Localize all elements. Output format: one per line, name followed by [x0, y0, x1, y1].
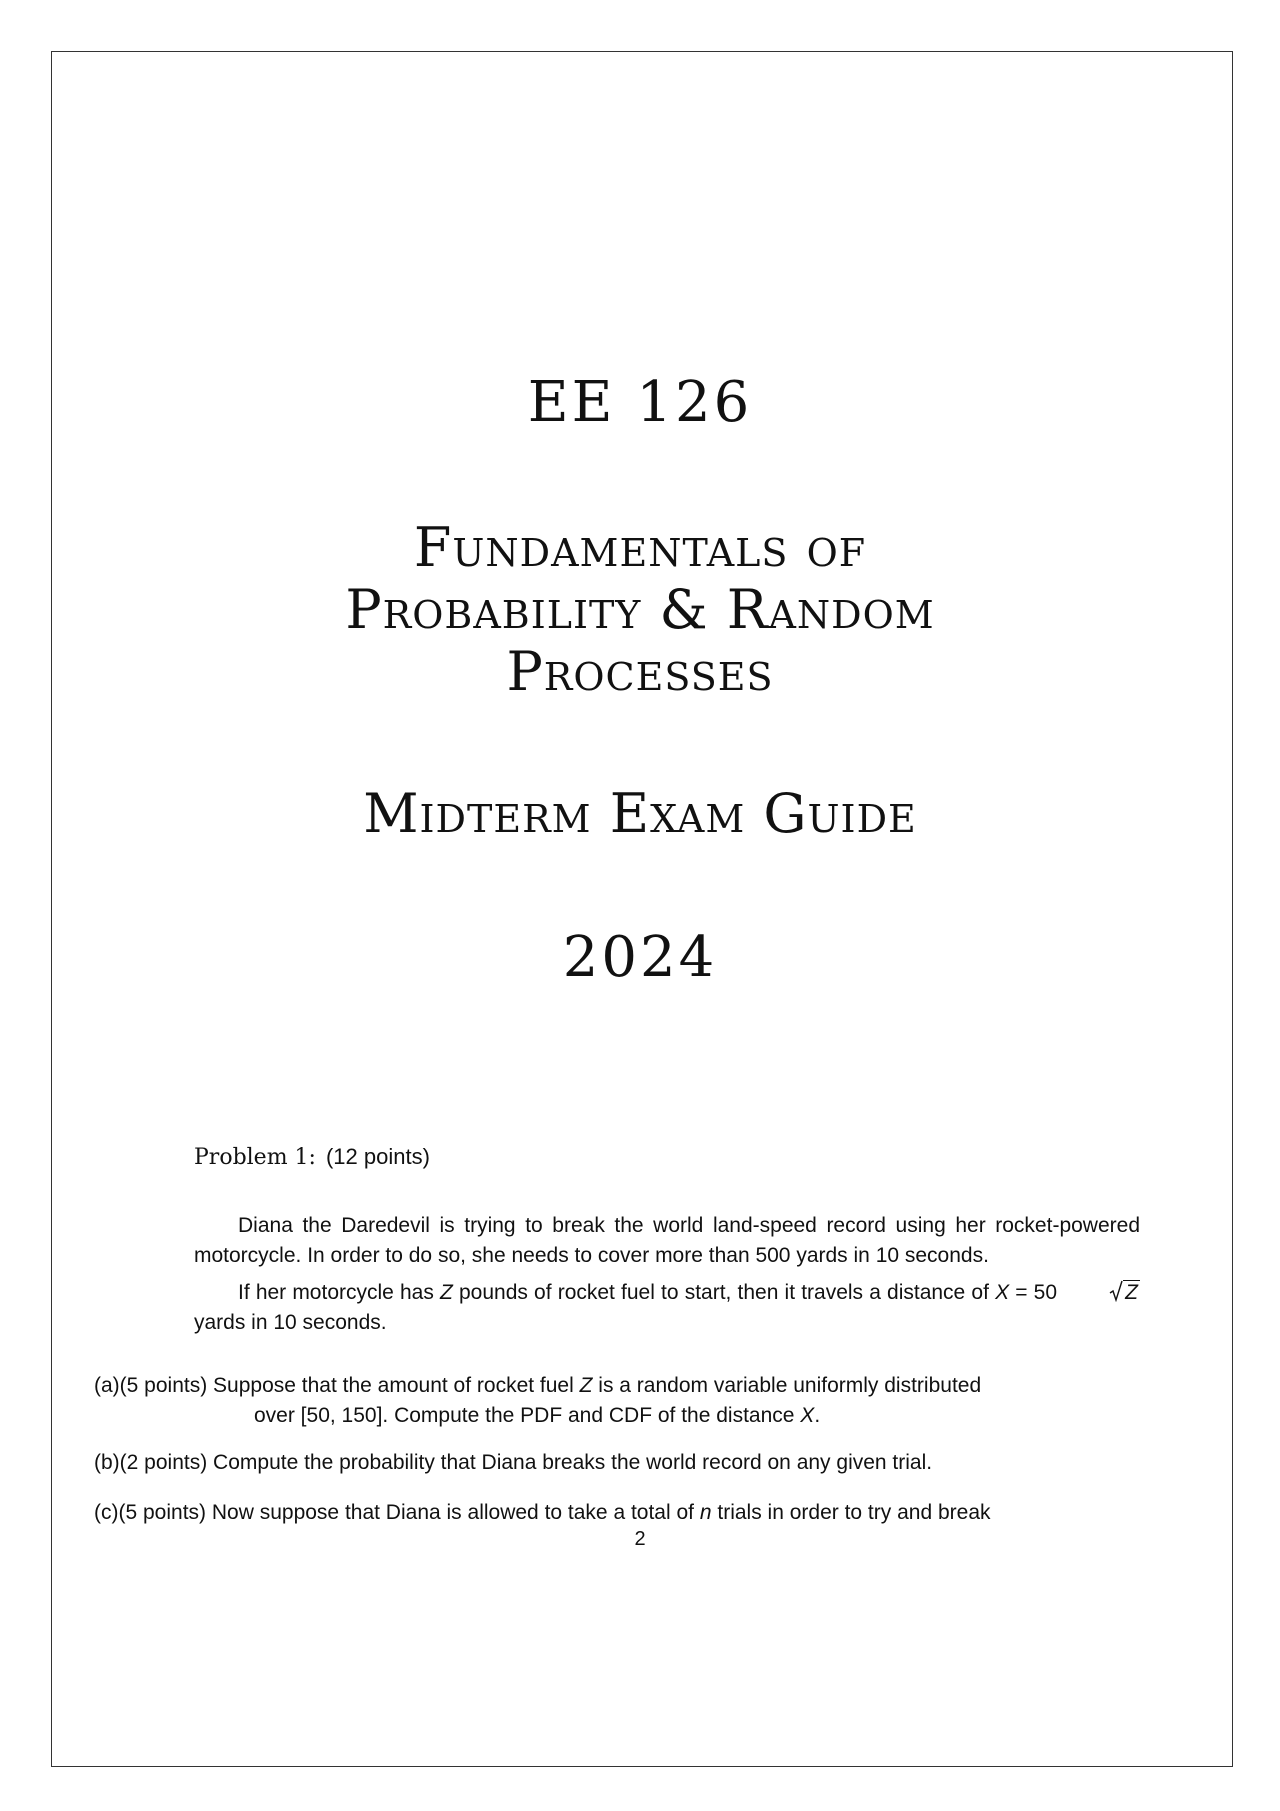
square-root-symbol: [1063, 1278, 1140, 1308]
course-name-line-3: Processes: [506, 640, 774, 703]
paragraph-2-end: yards in 10 seconds.: [194, 1311, 387, 1334]
paragraph-2-start: If her motorcycle has: [238, 1281, 434, 1304]
variable-x: X: [995, 1281, 1010, 1304]
part-a-text-3: over [50, 150]. Compute the PDF and CDF of the distance: [254, 1404, 795, 1427]
part-b: [94, 1448, 1146, 1478]
course-code: EE 126: [527, 370, 753, 435]
part-b-text: Compute the probability that Diana breaks the world record on any given trial.: [213, 1451, 933, 1474]
part-a-text-4: .: [814, 1404, 821, 1427]
part-c-variable-n: n: [699, 1501, 712, 1524]
part-b-label: (b)(2 points): [94, 1451, 208, 1474]
part-c-text-2: trials in order to try and break: [717, 1501, 991, 1524]
course-name-line-2: Probability & Random: [345, 578, 935, 641]
problem-paragraph-2: [194, 1278, 1140, 1338]
part-a-label: (a)(5 points): [94, 1374, 208, 1397]
part-a-variable-x: X: [800, 1404, 815, 1427]
exam-title: Midterm Exam Guide: [363, 782, 917, 845]
problem-points: (12 points): [325, 1144, 430, 1169]
paragraph-2-mid: pounds of rocket fuel to start, then it travels a distance of: [459, 1281, 989, 1304]
problem-label: Problem 1:: [194, 1145, 316, 1170]
exam-year: 2024: [562, 925, 718, 990]
part-a-text-1: Suppose that the amount of rocket fuel: [213, 1374, 574, 1397]
part-a-text-2: is a random variable uniformly distributed: [598, 1374, 982, 1397]
page-number: 2: [634, 1528, 646, 1550]
part-c: [94, 1498, 1146, 1528]
variable-z-radicand: Z: [1125, 1281, 1138, 1304]
equation-coefficient: = 50: [1015, 1281, 1058, 1304]
part-c-text-1: Now suppose that Diana is allowed to take a total of: [211, 1501, 694, 1524]
part-a-continuation: [94, 1401, 1146, 1431]
variable-z: Z: [440, 1281, 453, 1304]
problem-heading: [194, 1144, 430, 1170]
part-c-label: (c)(5 points): [94, 1501, 207, 1524]
part-a: [94, 1371, 1146, 1431]
problem-paragraph-1: Diana the Daredevil is trying to break the world land-speed record using her rocket-powered motorcycle. In order to do so, she needs to cover more than 500 yards in 10 seconds.: [194, 1214, 1140, 1267]
part-a-variable-z: Z: [579, 1374, 593, 1397]
course-name: [0, 517, 1280, 703]
course-name-line-1: Fundamentals of: [413, 516, 867, 579]
